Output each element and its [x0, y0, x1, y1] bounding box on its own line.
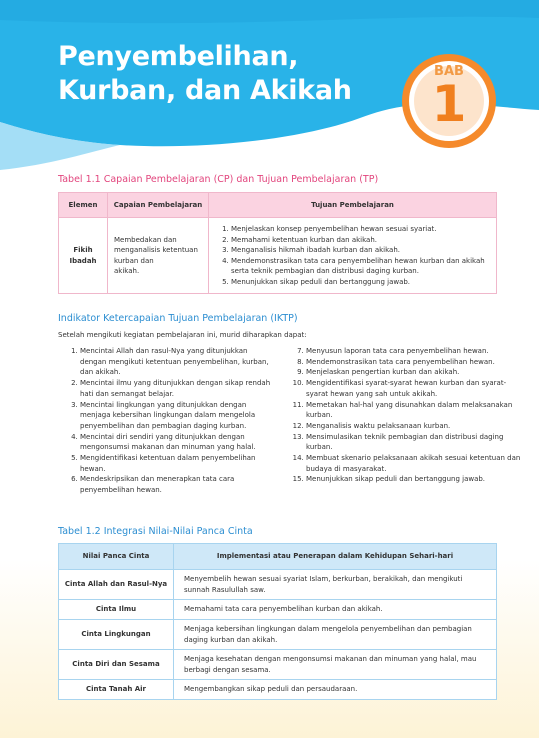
nilai-cell: Cinta Lingkungan	[59, 620, 174, 650]
capaian-line: akikah.	[114, 267, 140, 275]
list-item: 3. Menganalisis hikmah ibadah kurban dan akikah.	[231, 245, 490, 256]
table2-caption: Tabel 1.2 Integrasi Nilai-Nilai Panca Cinta	[58, 526, 253, 537]
table1-caption: Tabel 1.1 Capaian Pembelajaran (CP) dan Tujuan Pembelajaran (TP)	[58, 174, 379, 185]
elemen-cell	[59, 218, 108, 294]
impl-cell: Menjaga kesehatan dengan mengonsumsi makanan dan minuman yang halal, mau berbagi dengan sesama.	[174, 650, 497, 680]
list-item: 10. Mengidentifikasi syarat-syarat hewan kurban dan syarat-syarat hewan yang sah untuk akikah.	[306, 378, 524, 399]
list-item: 14. Membuat skenario pelaksanaan akikah sesuai ketentuan dan budaya di masyarakat.	[306, 453, 524, 474]
list-item: 2. Memahami ketentuan kurban dan akikah.	[231, 235, 490, 246]
capaian-line: menganalisis ketentuan	[114, 246, 198, 254]
nilai-cell: Cinta Diri dan Sesama	[59, 650, 174, 680]
list-item: 15. Menunjukkan sikap peduli dan bertanggung jawab.	[306, 474, 524, 485]
iktp-title: Indikator Ketercapaian Tujuan Pembelajaran (IKTP)	[58, 313, 298, 324]
nilai-cell: Cinta Tanah Air	[59, 680, 174, 700]
chapter-title	[58, 40, 352, 108]
iktp-list-right	[281, 346, 524, 485]
capaian-line: Membedakan dan	[114, 235, 177, 244]
table-header-row	[59, 193, 497, 218]
header-capaian: Capaian Pembelajaran	[108, 193, 209, 218]
tujuan-list	[209, 224, 496, 287]
chapter-badge	[400, 52, 498, 150]
badge-label: BAB	[434, 64, 464, 79]
list-item: 5. Menunjukkan sikap peduli dan bertanggung jawab.	[231, 277, 490, 288]
list-item: 1. Mencintai Allah dan rasul-Nya yang ditunjukkan dengan mengikuti ketentuan penyembelihan, kurban, dan akikah.	[80, 346, 276, 378]
badge-number: 1	[431, 75, 467, 133]
list-item: 9. Menjelaskan pengertian kurban dan akikah.	[306, 367, 524, 378]
panca-cinta-table	[58, 543, 497, 700]
list-item: 8. Mendemonstrasikan tata cara penyembelihan hewan.	[306, 357, 524, 368]
table-row	[59, 650, 497, 680]
iktp-list-left	[58, 346, 276, 496]
page-header	[0, 0, 539, 170]
elemen-line1: Fikih	[73, 246, 93, 254]
tujuan-cell	[209, 218, 497, 294]
list-item: 13. Mensimulasikan teknik pembagian dan distribusi daging kurban.	[306, 432, 524, 453]
table-row	[59, 218, 497, 294]
table-header-row	[59, 544, 497, 570]
impl-cell: Memahami tata cara penyembelihan kurban dan akikah.	[174, 600, 497, 620]
chapter-title-line2: Kurban, dan Akikah	[58, 75, 352, 106]
list-item: 4. Mendemonstrasikan tata cara penyembelihan hewan kurban dan akikah serta teknik pembagian dan distribusi daging kurban.	[231, 256, 490, 277]
capaian-line: kurban dan	[114, 256, 154, 265]
header-implementasi: Implementasi atau Penerapan dalam Kehidupan Sehari-hari	[174, 544, 497, 570]
table-row	[59, 600, 497, 620]
capaian-table	[58, 192, 497, 294]
list-item: 5. Mengidentifikasi ketentuan dalam penyembelihan hewan.	[80, 453, 276, 474]
header-nilai: Nilai Panca Cinta	[59, 544, 174, 570]
list-item: 11. Memetakan hal-hal yang disunahkan dalam melaksanakan kurban.	[306, 400, 524, 421]
table-row	[59, 680, 497, 700]
list-item: 7. Menyusun laporan tata cara penyembelihan hewan.	[306, 346, 524, 357]
list-item: 4. Mencintai diri sendiri yang ditunjukkan dengan mengonsumsi makanan dan minuman yang halal.	[80, 432, 276, 453]
table-row	[59, 620, 497, 650]
chapter-title-line1: Penyembelihan,	[58, 41, 299, 72]
impl-cell: Menjaga kebersihan lingkungan dalam mengelola penyembelihan dan pembagian daging kurban dan akikah.	[174, 620, 497, 650]
table-row	[59, 570, 497, 600]
list-item: 2. Mencintai ilmu yang ditunjukkan dengan sikap rendah hati dan semangat belajar.	[80, 378, 276, 399]
list-item: 12. Menganalisis waktu pelaksanaan kurban.	[306, 421, 524, 432]
list-item: 3. Mencintai lingkungan yang ditunjukkan dengan menjaga kebersihan lingkungan dalam mengelola penyembelihan dan pembagian daging kurban.	[80, 400, 276, 432]
impl-cell: Mengembangkan sikap peduli dan persaudaraan.	[174, 680, 497, 700]
impl-cell: Menyembelih hewan sesuai syariat Islam, berkurban, berakikah, dan mengikuti sunnah Rasulullah saw.	[174, 570, 497, 600]
capaian-cell	[108, 218, 209, 294]
iktp-intro: Setelah mengikuti kegiatan pembelajaran ini, murid diharapkan dapat:	[58, 331, 307, 339]
elemen-line2: Ibadah	[69, 256, 97, 265]
list-item: 6. Mendeskripsikan dan menerapkan tata cara penyembelihan hewan.	[80, 474, 276, 495]
header-elemen: Elemen	[59, 193, 108, 218]
nilai-cell: Cinta Allah dan Rasul-Nya	[59, 570, 174, 600]
list-item: 1. Menjelaskan konsep penyembelihan hewan sesuai syariat.	[231, 224, 490, 235]
nilai-cell: Cinta Ilmu	[59, 600, 174, 620]
header-tujuan: Tujuan Pembelajaran	[209, 193, 497, 218]
